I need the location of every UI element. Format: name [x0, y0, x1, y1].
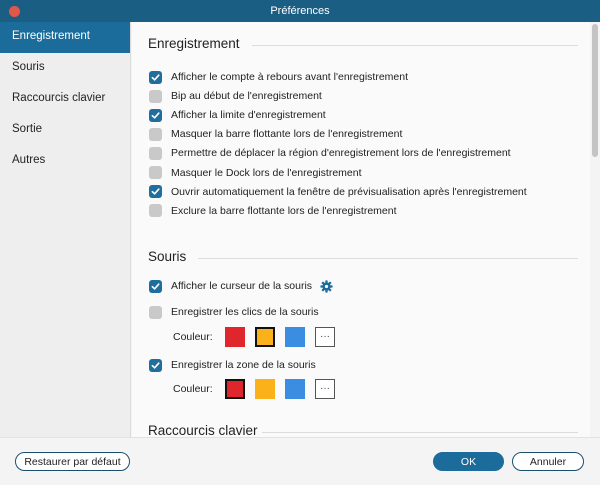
title-bar: [0, 0, 600, 22]
area-color-more-button[interactable]: ···: [315, 379, 335, 399]
sidebar-item-enregistrement[interactable]: Enregistrement: [0, 22, 130, 53]
click-color-blue[interactable]: [285, 327, 305, 347]
recording-option-label: Afficher le compte à rebours avant l'enregistrement: [171, 71, 409, 83]
record-area-option[interactable]: [149, 357, 316, 373]
section-title-enregistrement: Enregistrement: [148, 36, 240, 51]
click-color-red[interactable]: [225, 327, 245, 347]
record-clicks-label: Enregistrer les clics de la souris: [171, 306, 319, 318]
checkmark-icon: [151, 361, 160, 370]
show-cursor-label: Afficher le curseur de la souris: [171, 280, 313, 292]
record-area-label: Enregistrer la zone de la souris: [171, 359, 316, 371]
recording-option-checkbox[interactable]: [149, 128, 162, 141]
sidebar: [0, 22, 131, 437]
area-color-picker: [173, 377, 335, 401]
section-divider: [198, 258, 578, 259]
checkmark-icon: [151, 111, 160, 120]
recording-option-checkbox[interactable]: [149, 109, 162, 122]
click-color-label: Couleur:: [173, 331, 213, 343]
recording-option[interactable]: [149, 69, 408, 85]
close-window-button[interactable]: [9, 6, 20, 17]
restore-defaults-button[interactable]: Restaurer par défaut: [15, 452, 130, 471]
section-divider: [252, 45, 578, 46]
show-cursor-option[interactable]: [149, 278, 333, 294]
recording-option[interactable]: [149, 107, 326, 123]
recording-option[interactable]: [149, 165, 362, 181]
checkmark-icon: [151, 187, 160, 196]
settings-panel: [132, 22, 590, 437]
recording-option-label: Ouvrir automatiquement la fenêtre de prévisualisation après l'enregistrement: [171, 185, 527, 198]
recording-option[interactable]: [149, 184, 527, 200]
recording-option-checkbox[interactable]: [149, 166, 162, 179]
scrollbar[interactable]: [590, 22, 600, 437]
area-color-blue[interactable]: [285, 379, 305, 399]
window-title: Préférences: [270, 5, 330, 17]
cancel-button[interactable]: Annuler: [512, 452, 584, 471]
ok-button[interactable]: OK: [433, 452, 504, 471]
gear-icon[interactable]: [320, 280, 333, 293]
checkmark-icon: [151, 73, 160, 82]
area-color-yellow[interactable]: [255, 379, 275, 399]
recording-option[interactable]: [149, 88, 322, 104]
section-divider: [262, 432, 578, 433]
area-color-label: Couleur:: [173, 383, 213, 395]
show-cursor-checkbox[interactable]: [149, 280, 162, 293]
record-area-checkbox[interactable]: [149, 359, 162, 372]
click-color-more-button[interactable]: ···: [315, 327, 335, 347]
recording-option[interactable]: [149, 203, 397, 219]
recording-option-checkbox[interactable]: [149, 90, 162, 103]
recording-option-checkbox[interactable]: [149, 204, 162, 217]
click-color-picker: [173, 325, 335, 349]
click-color-yellow[interactable]: [255, 327, 275, 347]
sidebar-item-souris[interactable]: Souris: [12, 61, 45, 73]
recording-option-checkbox[interactable]: [149, 185, 162, 198]
recording-option-label: Bip au début de l'enregistrement: [171, 90, 322, 103]
area-color-red[interactable]: [225, 379, 245, 399]
recording-option-checkbox[interactable]: [149, 71, 162, 84]
section-title-raccourcis-clavier: Raccourcis clavier: [148, 423, 258, 437]
recording-option-checkbox[interactable]: [149, 147, 162, 160]
recording-option-label: Masquer la barre flottante lors de l'enregistrement: [171, 128, 403, 141]
footer: [0, 437, 600, 485]
checkmark-icon: [151, 282, 160, 291]
sidebar-item-sortie[interactable]: Sortie: [12, 123, 43, 135]
recording-option-label: Permettre de déplacer la région d'enregistrement lors de l'enregistrement: [171, 147, 511, 160]
scrollbar-thumb[interactable]: [592, 24, 598, 157]
recording-option[interactable]: [149, 145, 511, 161]
recording-option-label: Masquer le Dock lors de l'enregistrement: [171, 166, 362, 179]
recording-option-label: Exclure la barre flottante lors de l'enregistrement: [171, 204, 397, 217]
record-clicks-option[interactable]: [149, 304, 319, 320]
section-title-souris: Souris: [148, 249, 187, 264]
recording-option[interactable]: [149, 126, 402, 142]
sidebar-item-raccourcis-clavier[interactable]: Raccourcis clavier: [12, 92, 106, 104]
recording-option-label: Afficher la limite d'enregistrement: [171, 109, 326, 122]
record-clicks-checkbox[interactable]: [149, 306, 162, 319]
sidebar-item-autres[interactable]: Autres: [12, 154, 46, 166]
